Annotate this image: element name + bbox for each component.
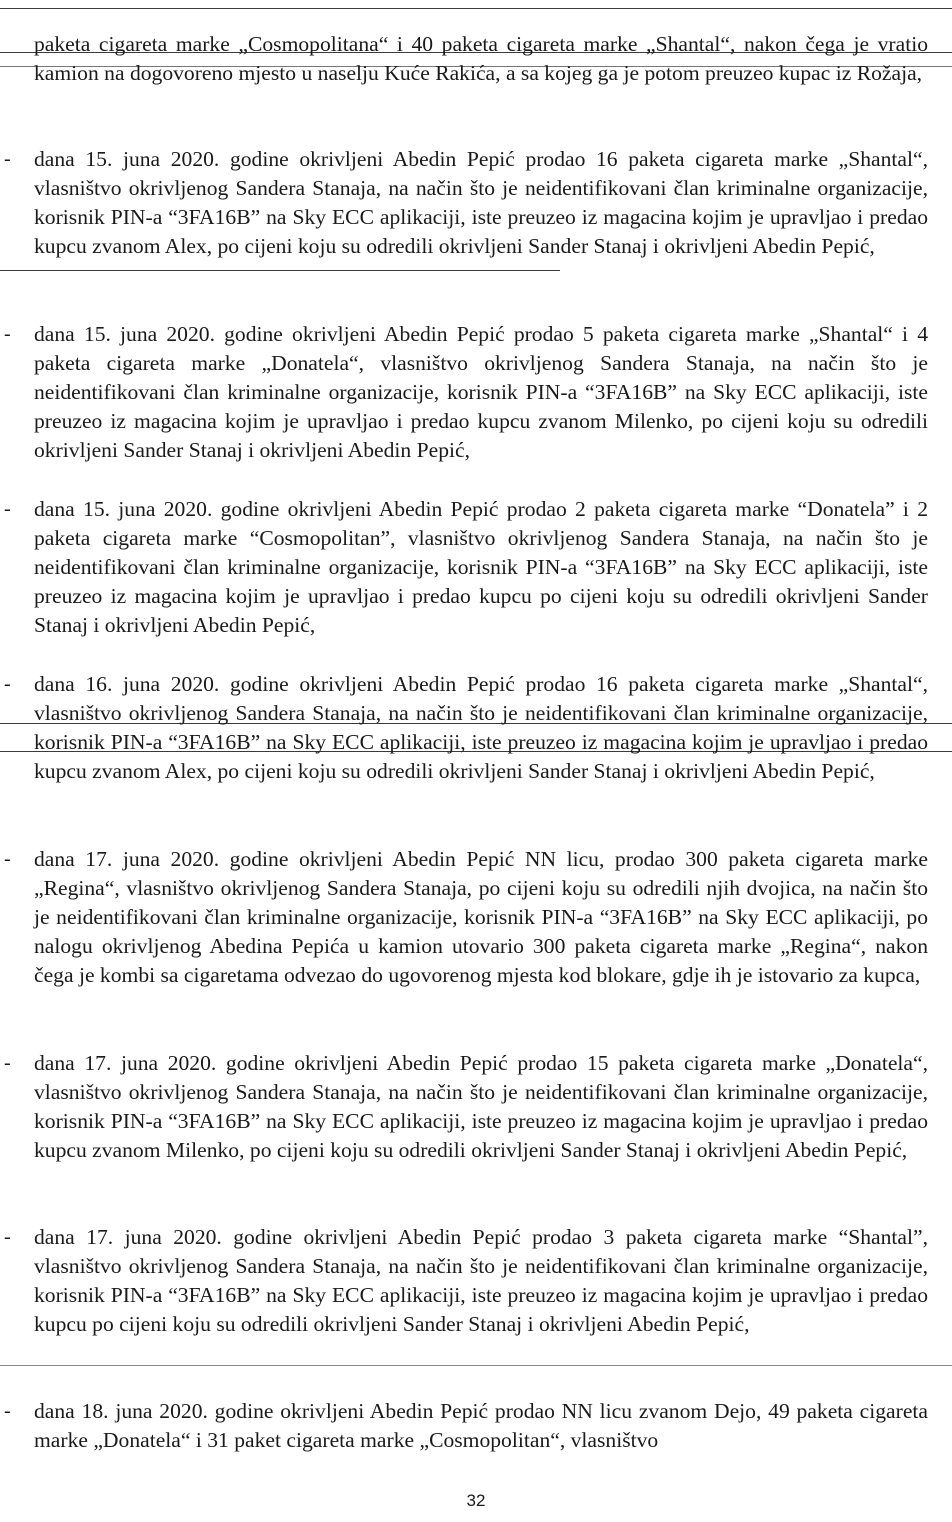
list-item: dana 15. juna 2020. godine okrivljeni Abedin Pepić prodao 16 paketa cigareta marke „Shantal“, vlasništvo okrivljenog Sandera Stanaja, na način što je neidentifikovani član kriminalne organizacije, korisnik PIN-a “3FA16B” na Sky ECC aplikaciji, iste preuzeo iz magacina kojim je upravljao i predao kupcu zvanom Alex, po cijeni koju su odredili okrivljeni Sander Stanaj i okrivljeni Abedin Pepić, — [34, 147, 928, 258]
list-item: dana 17. juna 2020. godine okrivljeni Abedin Pepić NN licu, prodao 300 paketa cigareta marke „Regina“, vlasništvo okrivljenog Sandera Stanaja, po cijeni koju su odredili njih dvojica, na način što je neidentifikovani član kriminalne organizacije, korisnik PIN-a “3FA16B” na Sky ECC aplikaciji, po nalogu okrivljenog Abedina Pepića u kamion utovario 300 paketa cigareta marke „Regina“, nakon čega je kombi sa cigaretama odvezao do ugovorenog mjesta kod blokare, gdje ih je istovario za kupca, — [34, 847, 928, 987]
list-item: dana 17. juna 2020. godine okrivljeni Abedin Pepić prodao 3 paketa cigareta marke “Shantal”, vlasništvo okrivljenog Sandera Stanaja, na način što je neidentifikovani član kriminalne organizacije, korisnik PIN-a “3FA16B” na Sky ECC aplikaciji, iste preuzeo iz magacina kojim je upravljao i predao kupcu po cijeni koju su odredili okrivljeni Sander Stanaj i okrivljeni Abedin Pepić, — [34, 1225, 928, 1336]
continuation-paragraph: paketa cigareta marke „Cosmopolitana“ i 40 paketa cigareta marke „Shantal“, nakon čega je vratio kamion na dogovoreno mjesto u naselju Kuće Rakića, a sa kojeg ga je potom preuzeo kupac iz Rožaja, — [34, 32, 928, 85]
list-item: dana 18. juna 2020. godine okrivljeni Abedin Pepić prodao NN licu zvanom Dejo, 49 paketa cigareta marke „Donatela“ i 31 paket cigareta marke „Cosmopolitan“, vlasništvo — [34, 1399, 928, 1452]
bullet-marker: - — [4, 1400, 11, 1422]
scan-line — [0, 270, 560, 271]
bullet-marker: - — [4, 498, 11, 520]
list-item: dana 15. juna 2020. godine okrivljeni Abedin Pepić prodao 2 paketa cigareta marke “Donatela” i 2 paketa cigareta marke “Cosmopolitan”, vlasništvo okrivljenog Sandera Stanaja, na način što je neidentifikovani član kriminalne organizacije, korisnik PIN-a “3FA16B” na Sky ECC aplikaciji, iste preuzeo iz magacina kojim je upravljao i predao kupcu po cijeni koju su odredili okrivljeni Sander Stanaj i okrivljeni Abedin Pepić, — [34, 497, 928, 637]
list-item: dana 16. juna 2020. godine okrivljeni Abedin Pepić prodao 16 paketa cigareta marke „Shantal“, vlasništvo okrivljenog Sandera Stanaja, na način što je neidentifikovani član kriminalne organizacije, korisnik PIN-a “3FA16B” na Sky ECC aplikaciji, iste preuzeo iz magacina kojim je upravljao i predao kupcu zvanom Alex, po cijeni koju su odredili okrivljeni Sander Stanaj i okrivljeni Abedin Pepić, — [34, 672, 928, 783]
bullet-marker: - — [4, 148, 11, 170]
bullet-marker: - — [4, 1052, 11, 1074]
bullet-marker: - — [4, 1226, 11, 1248]
list-item: dana 17. juna 2020. godine okrivljeni Abedin Pepić prodao 15 paketa cigareta marke „Donatela“, vlasništvo okrivljenog Sandera Stanaja, na način što je neidentifikovani član kriminalne organizacije, korisnik PIN-a “3FA16B” na Sky ECC aplikaciji, iste preuzeo iz magacina kojim je upravljao i predao kupcu zvanom Milenko, po cijeni koju su odredili okrivljeni Sander Stanaj i okrivljeni Abedin Pepić, — [34, 1051, 928, 1162]
list-item: dana 15. juna 2020. godine okrivljeni Abedin Pepić prodao 5 paketa cigareta marke „Shantal“ i 4 paketa cigareta marke „Donatela“, vlasništvo okrivljenog Sandera Stanaja, na način što je neidentifikovani član kriminalne organizacije, korisnik PIN-a “3FA16B” na Sky ECC aplikaciji, iste preuzeo iz magacina kojim je upravljao i predao kupcu zvanom Milenko, po cijeni koju su odredili okrivljeni Sander Stanaj i okrivljeni Abedin Pepić, — [34, 322, 928, 462]
scan-line — [0, 8, 952, 9]
bullet-marker: - — [4, 673, 11, 695]
scan-line — [0, 1365, 952, 1366]
bullet-marker: - — [4, 848, 11, 870]
page-number: 32 — [466, 1491, 486, 1510]
bullet-marker: - — [4, 323, 11, 345]
